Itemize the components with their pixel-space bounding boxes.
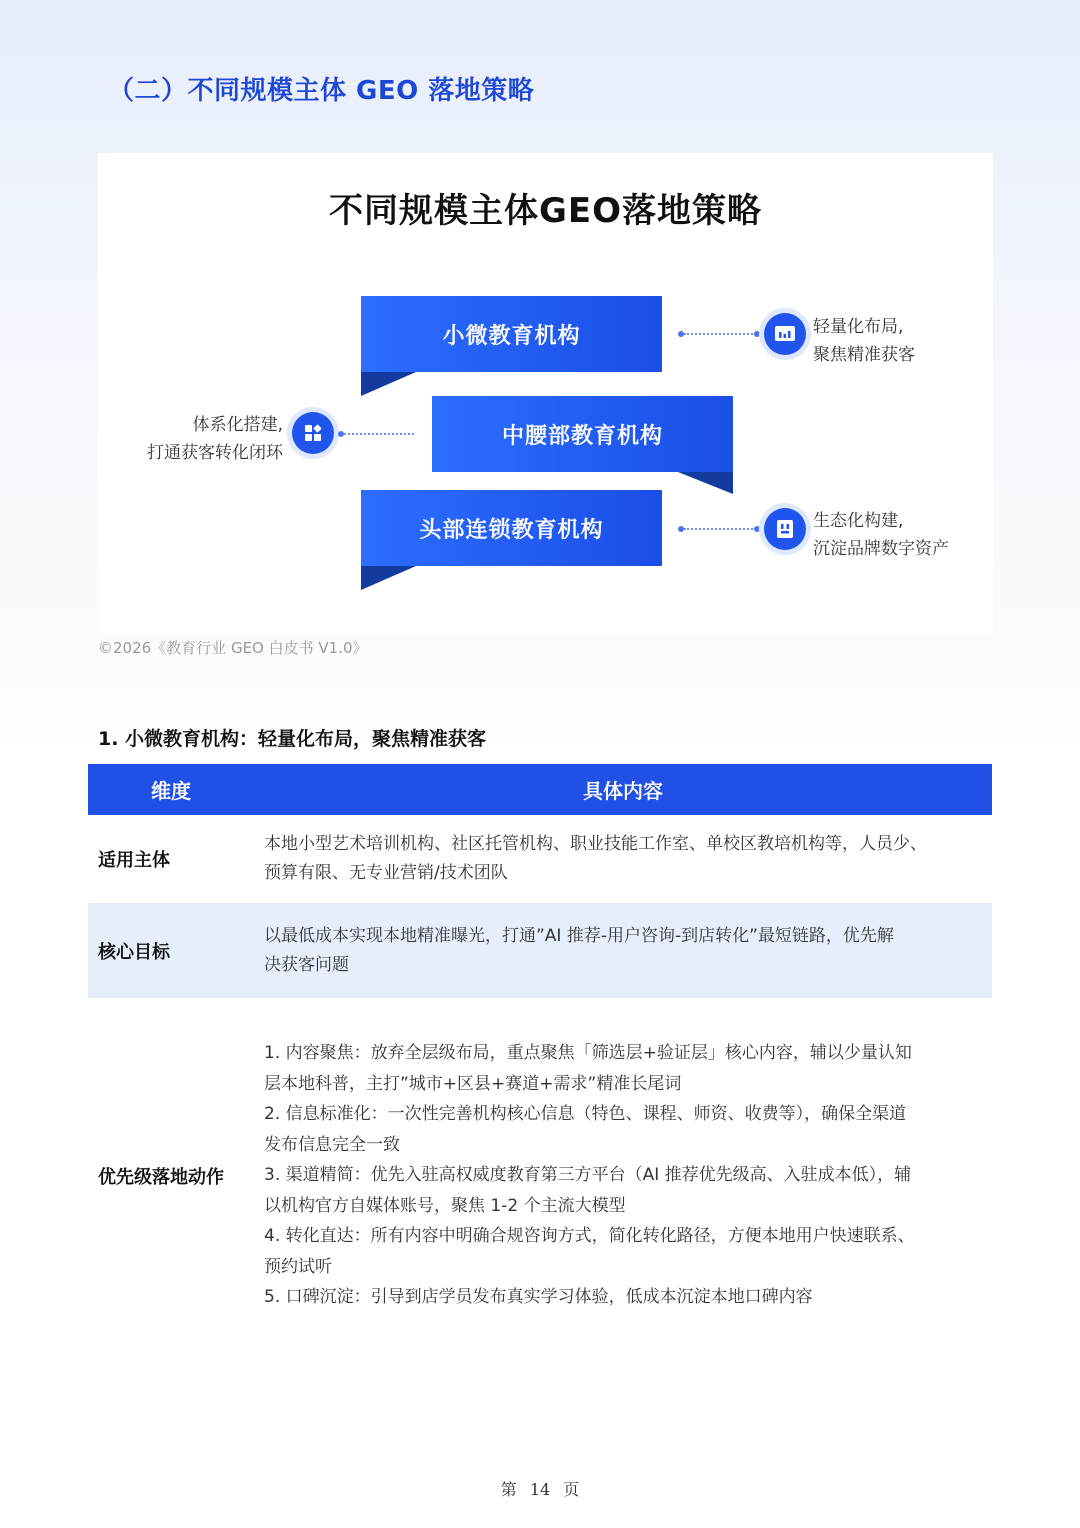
row-label: 核心目标 [98,941,170,963]
tier-head-label: 头部连锁教育机构 [419,517,604,543]
ribbon-fold [678,472,733,494]
page-value: 14 [529,1480,551,1499]
row-content [254,922,992,980]
note-line: 打通获客转化闭环 [147,443,283,463]
strategy-table [88,764,992,1353]
page-suffix: 页 [563,1480,580,1499]
connector-line [684,333,756,335]
content-line: 5. 口碑沉淀：引导到店学员发布真实学习体验，低成本沉淀本地口碑内容 [264,1287,813,1308]
content-line: 预约试听 [264,1256,332,1277]
content-line: 层本地科普，主打”城市+区县+赛道+需求”精准长尾词 [264,1073,682,1094]
content-line: 本地小型艺术培训机构、社区托管机构、职业技能工作室、单校区教培机构等，人员少、 [264,834,927,854]
page-number [0,1477,1080,1500]
figure-caption: ©2026《教育行业 GEO 白皮书 V1.0》 [98,639,368,657]
row-content [254,1038,992,1313]
subsection-title: 1. 小微教育机构：轻量化布局，聚焦精准获客 [98,728,487,750]
tier-small-ribbon [361,296,662,372]
content-line: 以机构官方自媒体账号，聚焦 1-2 个主流大模型 [264,1195,626,1216]
table-header [88,764,992,815]
table-row [88,815,992,903]
note-line: 聚焦精准获客 [813,345,915,365]
ribbon-fold [361,372,416,396]
note-line: 体系化搭建, [192,415,283,435]
tier-mid-label: 中腰部教育机构 [501,423,663,449]
note-ecosystem [813,507,949,563]
tier-mid-ribbon [432,396,733,472]
note-line: 沉淀品牌数字资产 [813,539,949,559]
note-line: 轻量化布局, [813,317,904,337]
page-prefix: 第 [500,1480,517,1499]
storage-box-icon [764,508,806,550]
header-content: 具体内容 [583,779,663,803]
connector-line [344,433,414,435]
content-line: 以最低成本实现本地精准曝光，打通”AI 推荐-用户咨询-到店转化”最短链路，优先解 [264,925,894,946]
figure-title: 不同规模主体GEO落地策略 [328,191,763,231]
header-dimension: 维度 [151,779,191,803]
table-row [88,903,992,998]
content-line: 决获客问题 [264,954,349,975]
note-systematic [98,411,283,467]
connector-line [684,528,756,530]
row-label: 适用主体 [98,850,170,871]
note-lightweight [813,313,915,369]
row-label: 优先级落地动作 [98,1166,224,1188]
content-line: 2. 信息标准化：一次性完善机构核心信息（特色、课程、师资、收费等），确保全渠道 [264,1104,907,1125]
content-line: 1. 内容聚焦：放弃全层级布局，重点聚焦「筛选层+验证层」核心内容，辅以少量认知 [264,1043,912,1064]
connector-dot [754,331,760,337]
tier-small-label: 小微教育机构 [442,323,581,349]
content-line: 3. 渠道精简：优先入驻高权威度教育第三方平台（AI 推荐优先级高、入驻成本低），辅 [264,1165,912,1186]
content-line: 预算有限、无专业营销/技术团队 [264,863,508,883]
content-line: 4. 转化直达：所有内容中明确合规咨询方式，简化转化路径，方便本地用户快速联系、 [264,1226,915,1247]
table-row [88,998,992,1353]
note-line: 生态化构建, [813,511,904,531]
ribbon-fold [361,566,416,590]
strategy-figure [98,153,993,633]
apps-grid-icon [292,412,334,454]
section-title: （二）不同规模主体 GEO 落地策略 [108,76,535,106]
row-content [254,830,992,888]
tier-head-ribbon [361,490,662,566]
content-line: 发布信息完全一致 [264,1134,400,1155]
connector-dot [754,526,760,532]
chart-window-icon [764,313,806,355]
